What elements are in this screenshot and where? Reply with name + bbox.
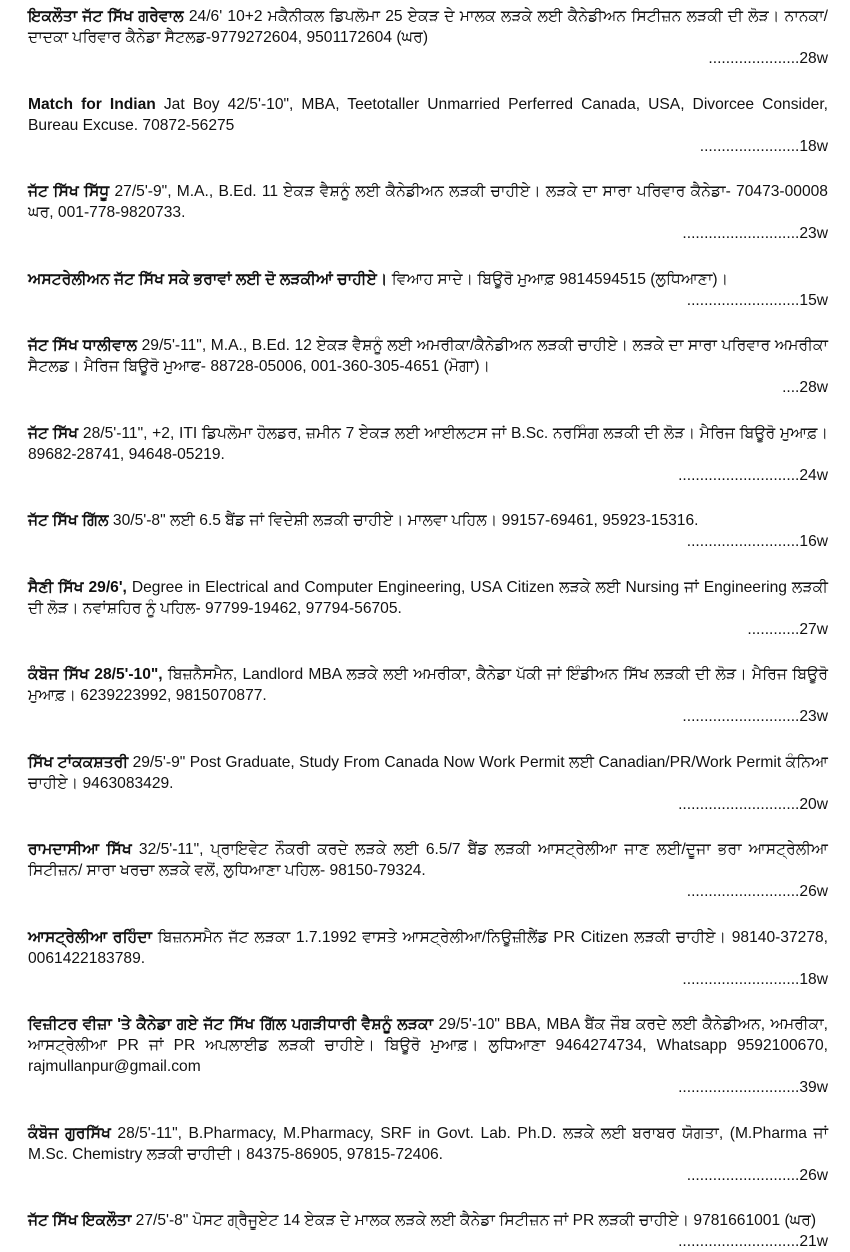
ad-body: ਬਿਜ਼ਨੈਸਮੈਨ, Landlord MBA ਲੜਕੇ ਲਈ ਅਮਰੀਕਾ, ਕੈਨੇਡਾ ਪੱਕੀ ਜਾਂ ਇੰਡੀਅਨ ਸਿੱਖ ਲੜਕੀ ਦੀ ਲੋੜ। ਮੈਰਿਜ ਬਿਊਰੋ ਮੁਆਫ਼। 6239223992, 9815070877. — [28, 666, 829, 704]
ad-word-count: ...........................23w — [682, 708, 828, 725]
ad-body: 28/5'-11", B.Pharmacy, M.Pharmacy, SRF in Govt. Lab. Ph.D. ਲੜਕੇ ਲਈ ਬਰਾਬਰ ਯੋਗਤਾ, (M.Pharma ਜਾਂ M.Sc. Chemistry ਲੜਕੀ ਚਾਹੀਦੀ। 84375-86905, 97815-72406. — [28, 1124, 828, 1163]
ad-lead: ਜੱਟ ਸਿੱਖ ਗਿੱਲ — [28, 512, 109, 529]
ad-lead: ਆਸਟ੍ਰੇਲੀਆ ਰਹਿੰਦਾ — [28, 928, 152, 946]
ad-lead: ਸਿੱਖ ਟਾਂਕਕਸ਼ਤਰੀ — [28, 753, 129, 771]
ad-text — [28, 1014, 828, 1077]
ad-body: 30/5'-8" ਲਈ 6.5 ਬੈਂਡ ਜਾਂ ਵਿਦੇਸ਼ੀ ਲੜਕੀ ਚਾਹੀਏ। ਮਾਲਵਾ ਪਹਿਲ। 99157-69461, 95923-15316. — [108, 512, 699, 529]
ad-word-count: .....................28w — [708, 50, 828, 67]
ad-word-count: ............27w — [747, 620, 828, 638]
ad-word-count: ............................39w — [678, 1079, 828, 1096]
classified-ad — [28, 927, 828, 990]
ad-body: ਬਿਜ਼ਨਸਮੈਨ ਜੱਟ ਲੜਕਾ 1.7.1992 ਵਾਸਤੇ ਆਸਟ੍ਰੇਲੀਆ/ਨਿਊਜ਼ੀਲੈਂਡ PR Citizen ਲੜਕੀ ਚਾਹੀਏ। 98140-37278, 0061422183789. — [28, 928, 828, 967]
ad-text — [28, 269, 828, 290]
ad-lead: ਕੰਬੋਜ ਗੁਰਸਿੱਖ — [28, 1124, 111, 1142]
ad-word-count: ............................21w — [678, 1233, 828, 1250]
ad-text — [28, 752, 828, 794]
ad-body: 29/5'-10" BBA, MBA ਬੈਂਕ ਜੌਬ ਕਰਦੇ ਲਈ ਕੈਨੇਡੀਅਨ, ਅਮਰੀਕਾ, ਆਸਟ੍ਰੇਲੀਆ PR ਜਾਂ PR ਅਪਲਾਈਡ ਲੜਕੀ ਚਾਹੀਏ। ਬਿਊਰੋ ਮੁਆਫ਼। ਲੁਧਿਆਣਾ 9464274734, Whatsapp 9592100670, rajmullanpur@gmail.com — [28, 1016, 829, 1075]
ad-body: 29/5'-11", M.A., B.Ed. 12 ਏਕੜ ਵੈਸ਼ਨੂੰ ਲਈ ਅਮਰੀਕਾ/ਕੈਨੇਡੀਅਨ ਲੜਕੀ ਚਾਹੀਏ। ਲੜਕੇ ਦਾ ਸਾਰਾ ਪਰਿਵਾਰ ਅਮਰੀਕਾ ਸੈਟਲਡ। ਮੈਰਿਜ ਬਿਊਰੋ ਮੁਆਫ- 88728-05006, 001-360-305-4651 (ਮੋਗਾ)। — [28, 337, 828, 375]
classified-ad — [28, 423, 828, 486]
ad-lead: ਜੱਟ ਸਿੱਖ ਸਿੱਧੂ — [28, 183, 110, 200]
ad-text — [28, 839, 828, 881]
classified-ad — [28, 839, 828, 902]
ad-lead: ਕੰਬੋਜ ਸਿੱਖ 28/5'-10", — [28, 666, 163, 683]
classified-ad — [28, 510, 828, 552]
classified-ad — [28, 94, 828, 157]
ad-lead: ਇਕਲੌਤਾ ਜੱਟ ਸਿੱਖ ਗਰੇਵਾਲ — [28, 8, 184, 25]
ad-word-count: ..........................26w — [686, 1166, 828, 1184]
ad-word-count: ..........................16w — [686, 533, 828, 550]
ad-lead: ਰਾਮਦਾਸੀਆ ਸਿੱਖ — [28, 841, 132, 858]
ad-lead: ਵਿਜ਼ੀਟਰ ਵੀਜ਼ਾ 'ਤੇ ਕੈਨੇਡਾ ਗਏ ਜੱਟ ਸਿੱਖ ਗਿੱਲ ਪਗੜੀਧਾਰੀ ਵੈਸ਼ਨੂੰ ਲੜਕਾ — [28, 1016, 434, 1033]
ad-text — [28, 423, 828, 465]
ad-body: ਵਿਆਹ ਸਾਦੇ। ਬਿਊਰੋ ਮੁਆਫ਼ 9814594515 (ਲੁਧਿਆਣਾ)। — [387, 270, 729, 288]
ad-body: Degree in Electrical and Computer Engineering, USA Citizen ਲੜਕੇ ਲਈ Nursing ਜਾਂ Engineering ਲੜਕੀ ਦੀ ਲੋੜ। ਨਵਾਂਸ਼ਹਿਰ ਨੂੰ ਪਹਿਲ- 97799-19462, 97794-56705. — [28, 578, 828, 617]
ad-body: 32/5'-11", ਪ੍ਰਾਇਵੇਟ ਨੌਕਰੀ ਕਰਦੇ ਲੜਕੇ ਲਈ 6.5/7 ਬੈਂਡ ਲੜਕੀ ਆਸਟ੍ਰੇਲੀਆ ਜਾਣ ਲਈ/ਦੂਜਾ ਭਰਾ ਆਸਟ੍ਰੇਲੀਆ ਸਿਟੀਜ਼ਨ/ ਸਾਰਾ ਖਰਚਾ ਲੜਕੇ ਵਲੋਂ, ਲੁਧਿਆਣਾ ਪਹਿਲ- 98150-79324. — [28, 841, 828, 879]
classified-ad — [28, 664, 828, 727]
ad-text — [28, 927, 828, 969]
ad-lead: ਜੱਟ ਸਿੱਖ — [28, 424, 79, 442]
classified-ad — [28, 181, 828, 244]
ad-text — [28, 577, 828, 619]
ad-word-count: ..........................15w — [686, 291, 828, 309]
ad-word-count: ...........................18w — [682, 970, 828, 988]
ad-lead: ਜੱਟ ਸਿੱਖ ਧਾਲੀਵਾਲ — [28, 337, 137, 354]
ad-body: 27/5'-8" ਪੋਸਟ ਗ੍ਰੈਜੂਏਟ 14 ਏਕੜ ਦੇ ਮਾਲਕ ਲੜਕੇ ਲਈ ਕੈਨੇਡਾ ਸਿਟੀਜ਼ਨ ਜਾਂ PR ਲੜਕੀ ਚਾਹੀਏ। 9781661001 (ਘਰ) — [131, 1212, 817, 1229]
ad-text — [28, 510, 828, 531]
ad-body: 28/5'-11", +2, ITI ਡਿਪਲੋਮਾ ਹੋਲਡਰ, ਜ਼ਮੀਨ 7 ਏਕੜ ਲਈ ਆਈਲਟਸ ਜਾਂ B.Sc. ਨਰਸਿੰਗ ਲੜਕੀ ਦੀ ਲੋੜ। ਮੈਰਿਜ ਬਿਊਰੋ ਮੁਆਫ਼। 89682-28741, 94648-05219. — [28, 424, 828, 463]
ad-lead: ਅਸਟਰੇਲੀਅਨ ਜੱਟ ਸਿੱਖ ਸਕੇ ਭਰਾਵਾਂ ਲਈ ਦੋ ਲੜਕੀਆਂ ਚਾਹੀਏ। — [28, 270, 388, 288]
ad-text — [28, 181, 828, 223]
ad-word-count: ............................24w — [678, 466, 828, 484]
ad-body: Jat Boy 42/5'-10", MBA, Teetotaller Unmarried Perferred Canada, USA, Divorcee Consider, Bureau Excuse. 70872-56275 — [28, 95, 829, 134]
classified-ad — [28, 1123, 828, 1186]
ad-word-count: .......................18w — [699, 137, 828, 155]
classified-ad — [28, 1014, 828, 1098]
ad-text — [28, 335, 828, 377]
ad-text — [28, 1123, 828, 1165]
ad-word-count: ....28w — [782, 379, 828, 396]
ad-body: 24/6' 10+2 ਮਕੈਨੀਕਲ ਡਿਪਲੋਮਾ 25 ਏਕੜ ਦੇ ਮਾਲਕ ਲੜਕੇ ਲਈ ਕੈਨੇਡੀਅਨ ਸਿਟੀਜ਼ਨ ਲੜਕੀ ਦੀ ਲੋੜ। ਨਾਨਕਾ/ਦਾਦਕਾ ਪਰਿਵਾਰ ਕੈਨੇਡਾ ਸੈਟਲਡ-9779272604, 9501172604 (ਘਰ) — [28, 8, 828, 46]
classified-ad — [28, 269, 828, 311]
ad-text — [28, 664, 828, 706]
ad-lead: ਜੱਟ ਸਿੱਖ ਇਕਲੌਤਾ — [28, 1212, 132, 1229]
ad-word-count: ............................20w — [678, 795, 828, 813]
ad-body: 27/5'-9", M.A., B.Ed. 11 ਏਕੜ ਵੈਸ਼ਨੂੰ ਲਈ ਕੈਨੇਡੀਅਨ ਲੜਕੀ ਚਾਹੀਏ। ਲੜਕੇ ਦਾ ਸਾਰਾ ਪਰਿਵਾਰ ਕੈਨੇਡਾ- 70473-00008 ਘਰ, 001-778-9820733. — [28, 183, 828, 221]
ad-body: 29/5'-9" Post Graduate, Study From Canada Now Work Permit ਲਈ Canadian/PR/Work Permit ਕੰਨਿਆ ਚਾਹੀਏ। 9463083429. — [28, 753, 828, 792]
ad-text — [28, 6, 828, 48]
classified-ad — [28, 1210, 828, 1252]
ad-lead: Match for Indian — [28, 95, 156, 113]
classified-ad — [28, 6, 828, 69]
ad-lead: ਸੈਣੀ ਸਿੱਖ 29/6', — [28, 578, 127, 596]
ad-text — [28, 1210, 828, 1231]
ad-word-count: ..........................26w — [686, 883, 828, 900]
ad-text — [28, 94, 828, 136]
classified-ad — [28, 752, 828, 815]
ad-word-count: ...........................23w — [682, 225, 828, 242]
classified-ad — [28, 335, 828, 398]
classified-ad — [28, 577, 828, 640]
